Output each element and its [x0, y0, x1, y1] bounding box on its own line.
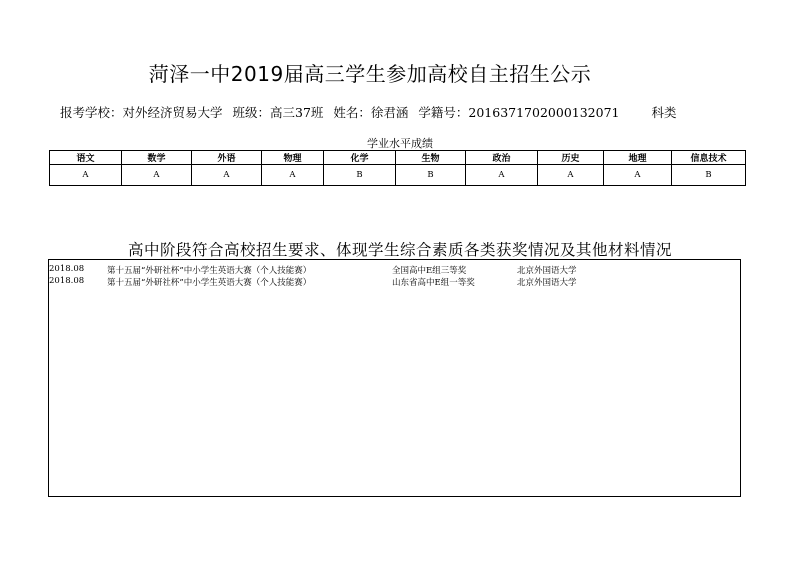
- award-name: 第十五届“外研社杯”中小学生英语大赛（个人技能赛）: [107, 278, 312, 288]
- grade-cell: A: [466, 165, 538, 186]
- grades-header-row: [50, 151, 746, 165]
- subject-header: 化学: [324, 151, 396, 165]
- subject-header: 历史: [538, 151, 604, 165]
- grade-cell: B: [396, 165, 466, 186]
- grades-section-label: 学业水平成绩: [367, 137, 433, 150]
- subject-header: 政治: [466, 151, 538, 165]
- subject-header: 信息技术: [672, 151, 746, 165]
- name-field: 姓名：徐君涵: [333, 105, 409, 120]
- student-info-line: [60, 103, 750, 121]
- school-field: 报考学校：对外经济贸易大学: [60, 105, 223, 120]
- awards-section-title: 高中阶段符合高校招生要求、体现学生综合素质各类获奖情况及其他材料情况: [127, 241, 672, 259]
- grade-cell: A: [262, 165, 324, 186]
- subject-header: 外语: [192, 151, 262, 165]
- award-level: 山东省高中E组一等奖: [392, 278, 475, 288]
- award-name: 第十五届“外研社杯”中小学生英语大赛（个人技能赛）: [107, 266, 312, 276]
- grade-cell: A: [538, 165, 604, 186]
- grade-cell: B: [672, 165, 746, 186]
- awards-list: [48, 259, 741, 497]
- award-organizer: 北京外国语大学: [517, 278, 577, 288]
- award-date: 2018.08: [49, 264, 85, 274]
- page-title: 菏泽一中2019届高三学生参加高校自主招生公示: [148, 62, 592, 86]
- grades-value-row: [50, 165, 746, 186]
- category-field: 科类: [651, 105, 677, 120]
- grade-cell: A: [122, 165, 192, 186]
- grade-cell: A: [50, 165, 122, 186]
- grade-cell: B: [324, 165, 396, 186]
- award-organizer: 北京外国语大学: [517, 266, 577, 276]
- student-id-field: 学籍号：2016371702000132071: [418, 105, 620, 120]
- grades-table: [49, 150, 746, 186]
- grade-cell: A: [192, 165, 262, 186]
- subject-header: 物理: [262, 151, 324, 165]
- class-field: 班级：高三37班: [232, 105, 324, 120]
- subject-header: 数学: [122, 151, 192, 165]
- subject-header: 语文: [50, 151, 122, 165]
- award-date: 2018.08: [49, 276, 85, 286]
- award-level: 全国高中E组三等奖: [392, 266, 467, 276]
- grade-cell: A: [604, 165, 672, 186]
- subject-header: 地理: [604, 151, 672, 165]
- subject-header: 生物: [396, 151, 466, 165]
